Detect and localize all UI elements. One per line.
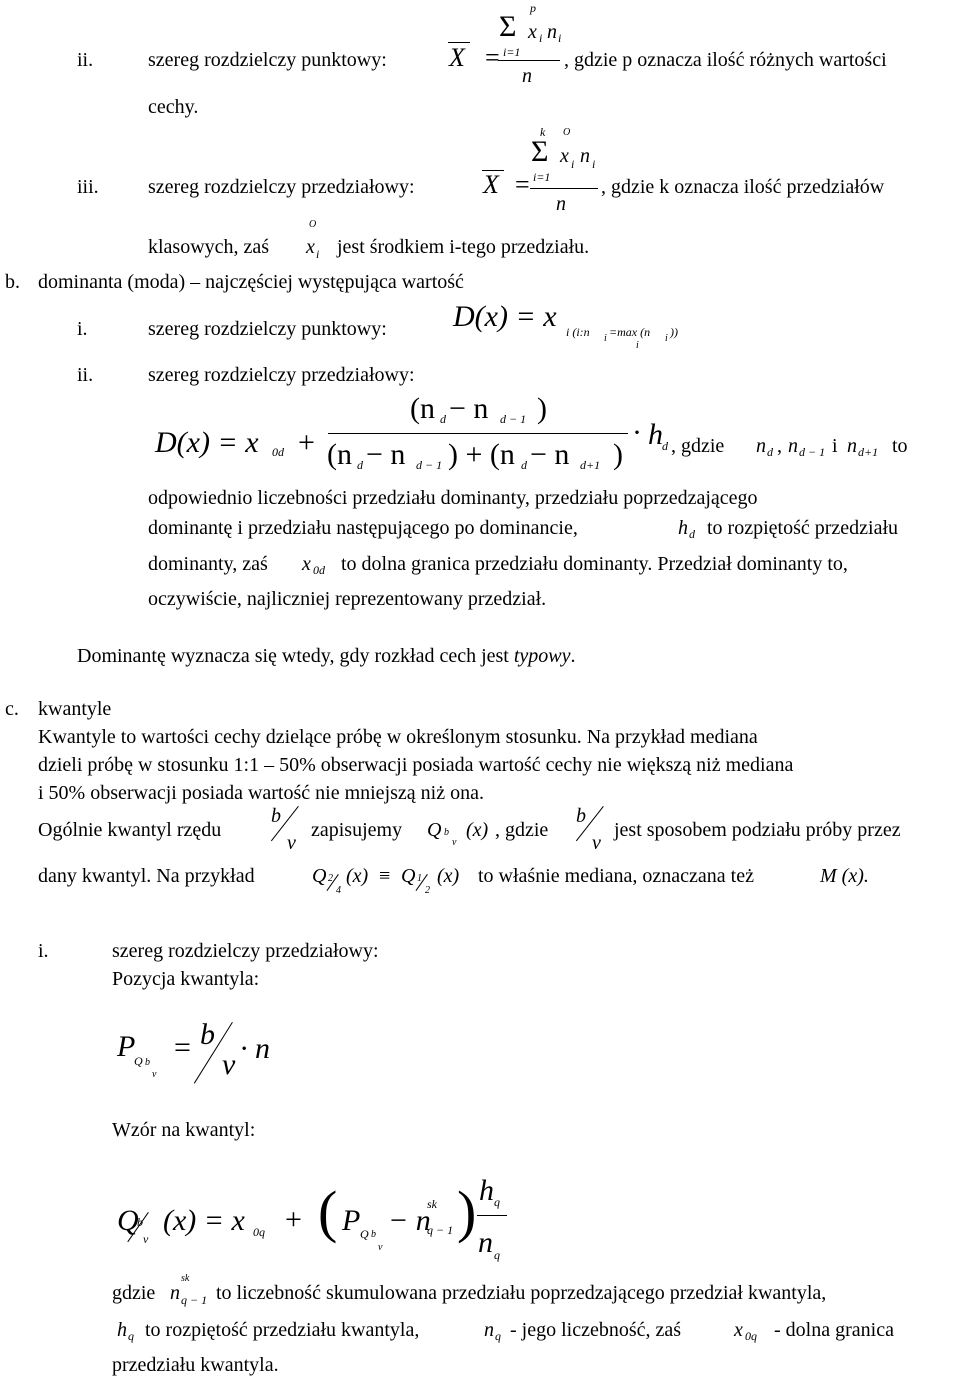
dom-den-n-sub2: d − 1: [416, 458, 443, 472]
dom-explanation-3-pre: dominanty, zaś: [148, 553, 268, 575]
numerator-n: n: [547, 21, 557, 43]
pos-Q-b: b: [145, 1057, 150, 1068]
nd1-symbol: n: [788, 435, 798, 457]
dom-num-n-sub: d: [440, 412, 446, 426]
equiv-sign: ≡: [379, 865, 391, 887]
g1-sub: q − 1: [181, 1293, 208, 1307]
pos-n: · n: [240, 1032, 270, 1065]
mode-sub-close: )): [670, 325, 678, 339]
denominator-n: n: [556, 193, 566, 215]
dom-gdzie: , gdzie: [671, 435, 725, 457]
quantile-paragraph-2: dzieli próbę w stosunku 1:1 – 50% obserwacji posiada wartość cechy nie większą niż mediana: [38, 754, 794, 776]
sum-upper-limit: p: [530, 1, 536, 15]
midpoint-superscript: O: [563, 127, 571, 138]
wz-Q-b: b: [137, 1215, 143, 1229]
mode-sub-max: =max (n: [609, 325, 651, 339]
quantile-Qx: (x): [466, 819, 489, 841]
quantile-Q-v: v: [452, 837, 457, 848]
dom-den-n-sub: d: [357, 458, 363, 472]
heading-ii-interval-series: szereg rozdzielczy przedziałowy:: [148, 364, 415, 386]
dominant-note: [77, 646, 576, 666]
wz-P-v: v: [378, 1242, 383, 1253]
g2-x: x: [734, 1319, 743, 1341]
wz-close-paren: ): [457, 1179, 477, 1244]
sum-symbol: Σ: [499, 10, 517, 43]
q24-den: 4: [336, 885, 341, 896]
wz-P: P: [342, 1204, 361, 1237]
iii-explanation: , gdzie k oznacza ilość przedziałów: [601, 176, 885, 198]
list-label-ii-b: ii.: [77, 364, 94, 386]
g3-text: przedziału kwantyla.: [112, 1354, 279, 1376]
q12-Q: Q: [401, 865, 416, 887]
denominator-n: n: [522, 65, 532, 87]
heading-i-interval-series: szereg rozdzielczy przedziałowy:: [112, 940, 379, 962]
q24-x: (x): [346, 865, 369, 887]
ndp-symbol: n: [847, 435, 857, 457]
wz-gdzie: gdzie: [112, 1282, 156, 1304]
heading-i-point-series: szereg rozdzielczy punktowy:: [148, 318, 387, 340]
mean-symbol: X: [449, 43, 465, 72]
heading-iii-interval-series: szereg rozdzielczy przedziałowy:: [148, 176, 415, 198]
dom-h-sub: d: [662, 439, 668, 453]
dom-den-n-sub4: d+1: [580, 458, 601, 472]
equals-sign: =: [485, 43, 500, 72]
dom-h: h: [648, 418, 663, 451]
pos-eq: =: [174, 1031, 191, 1064]
quantile-formula-label: Wzór na kwantyl:: [112, 1119, 256, 1141]
dom-hd-sub: d: [689, 527, 695, 541]
dom-explanation-3-post: to dolna granica przedziału dominanty. Przedział dominanty to,: [341, 553, 848, 575]
pos-Q-sub: Q: [134, 1054, 143, 1068]
numerator-x-sub: i: [539, 31, 543, 45]
q24-Q: Q: [312, 865, 327, 887]
frac-b: b: [576, 805, 586, 827]
g2-h: h: [117, 1319, 127, 1341]
numerator-x: x: [560, 145, 569, 167]
iii-explanation-cont-post: jest środkiem i-tego przedziału.: [337, 236, 590, 258]
quantile-position-label: Pozycja kwantyla:: [112, 968, 260, 990]
sum-lower-limit: i=1: [533, 170, 551, 184]
nd-symbol: n: [756, 435, 766, 457]
pos-P: P: [117, 1030, 136, 1063]
dom-explanation-1: odpowiednio liczebności przedziału dominanty, przedziału poprzedzającego: [148, 487, 758, 509]
note-italic: typowy: [513, 645, 571, 667]
wz-open-paren: (: [318, 1179, 338, 1244]
dom-explanation-2-pre: dominantę i przedziału następującego po dominancie,: [148, 517, 578, 539]
note-text: Dominantę wyznacza się wtedy, gdy rozkład cech jest: [77, 645, 509, 667]
list-label-i: i.: [77, 318, 88, 340]
midpoint-superscript: O: [309, 219, 317, 230]
numerator-n: n: [580, 145, 590, 167]
quantile-example-pre: dany kwantyl. Na przykład: [38, 865, 255, 887]
g2-text2: - jego liczebność, zaś: [510, 1319, 682, 1341]
dom-hd: h: [678, 517, 688, 539]
mode-sub-under: i: [636, 340, 639, 351]
pos-b: b: [200, 1018, 215, 1051]
fraction-bar: [530, 188, 598, 189]
frac-v: v: [592, 832, 601, 854]
dom-x0d: x: [302, 553, 311, 575]
quantile-example-post: to właśnie mediana, oznaczana też: [478, 865, 754, 887]
quantile-order-post: jest sposobem podziału próby przez: [614, 819, 901, 841]
dom-den-n-sub3: d: [521, 458, 527, 472]
dom-den-minus-n2: − n: [530, 438, 570, 471]
list-label-iii: iii.: [77, 176, 99, 198]
g1-text: to liczebność skumulowana przedziału poprzedzającego przedział kwantyla,: [216, 1282, 827, 1304]
dom-num-n-sub2: d − 1: [500, 412, 527, 426]
g2-h-sub: q: [128, 1329, 134, 1343]
wz-sk: sk: [427, 1197, 437, 1211]
ndp-sub: d+1: [858, 445, 879, 459]
g2-text: to rozpiętość przedziału kwantyla,: [145, 1319, 420, 1341]
mode-lhs: D(x) = x: [453, 300, 557, 333]
fraction-bar: [498, 60, 560, 61]
section-title-b: dominanta (moda) – najczęściej występująca wartość: [38, 271, 464, 293]
list-label-ii: ii.: [77, 49, 94, 71]
wz-lhs-sub: 0q: [253, 1225, 265, 1239]
median-Mx: M (x).: [820, 865, 869, 887]
frac-b: b: [271, 805, 281, 827]
dom-explanation-4: oczywiście, najliczniej reprezentowany przedział.: [148, 588, 547, 610]
dom-num-n: (n: [410, 392, 435, 425]
wz-plus: +: [285, 1203, 302, 1236]
numerator-x: x: [528, 21, 537, 43]
dom-den-minus-n: − n: [366, 438, 406, 471]
g2-text3: - dolna granica: [774, 1319, 894, 1341]
dom-num-minus-n: − n: [449, 392, 489, 425]
dom-x0d-sub: 0d: [313, 563, 325, 577]
ii-explanation: , gdzie p oznacza ilość różnych wartości: [564, 49, 887, 71]
dom-dot: ·: [632, 416, 642, 449]
quantile-gdzie: , gdzie: [495, 819, 549, 841]
g1-sk: sk: [181, 1273, 190, 1284]
g2-x-sub: 0q: [745, 1329, 757, 1343]
list-label-i-c: i.: [38, 940, 49, 962]
dom-fraction-bar: [328, 433, 628, 434]
mean-overbar: [448, 42, 470, 43]
quantile-paragraph-3: i 50% obserwacji posiada wartość nie mniejszą niż ona.: [38, 782, 484, 804]
section-title-c: kwantyle: [38, 698, 112, 720]
section-label-b: b.: [5, 271, 20, 293]
dom-den-n: (n: [327, 438, 352, 471]
mode-sub-i2: i: [665, 333, 668, 344]
dom-den-plus-n: ) + (n: [448, 438, 515, 471]
iii-explanation-cont-pre: klasowych, zaś: [148, 236, 270, 258]
numerator-n-sub: i: [592, 157, 596, 171]
ii-explanation-cont: cechy.: [148, 96, 199, 118]
heading-ii-point-series: szereg rozdzielczy punktowy:: [148, 49, 387, 71]
wz-Q: Q: [117, 1204, 139, 1237]
q12-num: 1: [417, 873, 422, 884]
dom-lhs: D(x) = x: [155, 426, 259, 459]
quantile-order-mid: zapisujemy: [311, 819, 403, 841]
nd-sub: d: [767, 445, 773, 459]
numerator-n-sub: i: [558, 31, 562, 45]
frac-v: v: [287, 832, 296, 854]
dom-den-close: ): [613, 438, 623, 471]
dom-explanation-2-post: to rozpiętość przedziału: [707, 517, 899, 539]
equals-sign: =: [515, 170, 530, 199]
quantile-Q: Q: [427, 819, 442, 841]
q12-x: (x): [437, 865, 460, 887]
q24-num: 2: [328, 873, 333, 884]
note-period: .: [570, 645, 576, 667]
wz-h-sub: q: [494, 1195, 500, 1209]
wz-lhs: (x) = x: [163, 1204, 245, 1237]
wz-Q-v: v: [143, 1232, 149, 1246]
wz-P-Q: Q: [360, 1227, 369, 1241]
g1-n: n: [170, 1282, 180, 1304]
quantile-order-pre: Ogólnie kwantyl rzędu: [38, 819, 222, 841]
g2-n-sub: q: [495, 1329, 501, 1343]
nd-comma: ,: [777, 435, 782, 457]
nd1-sub: d − 1: [799, 445, 826, 459]
g2-n: n: [484, 1319, 494, 1341]
midpoint-x: x: [306, 236, 315, 258]
pos-v: v: [222, 1048, 236, 1081]
numerator-x-sub: i: [571, 157, 575, 171]
nd-i-word: i: [832, 435, 838, 457]
wz-q1: q − 1: [427, 1223, 454, 1237]
mean-overbar: [482, 170, 504, 171]
sum-lower-limit: i=1: [503, 45, 521, 59]
mode-sub-i: i: [604, 333, 607, 344]
wz-fraction-bar: [477, 1215, 507, 1216]
mean-symbol: X: [483, 170, 499, 199]
wz-n-sub: q: [494, 1248, 500, 1262]
quantile-Q-b: b: [444, 827, 449, 838]
pos-Q-v: v: [152, 1069, 157, 1080]
midpoint-x-sub: i: [316, 247, 320, 261]
dom-num-close: ): [537, 392, 547, 425]
section-label-c: c.: [5, 698, 19, 720]
nd-to: to: [892, 435, 908, 457]
wz-h: h: [479, 1174, 494, 1207]
wz-minus-n: − n: [388, 1204, 431, 1237]
dom-plus: +: [298, 426, 315, 459]
mode-sub: i (i:n: [566, 325, 590, 339]
q12-den: 2: [425, 885, 430, 896]
wz-P-b: b: [371, 1229, 376, 1240]
sum-upper-limit: k: [540, 125, 546, 139]
wz-n: n: [478, 1226, 493, 1259]
quantile-paragraph-1: Kwantyle to wartości cechy dzielące próbę w określonym stosunku. Na przykład mediana: [38, 726, 758, 748]
sum-symbol: Σ: [531, 135, 549, 168]
dom-lhs-sub: 0d: [272, 445, 284, 459]
